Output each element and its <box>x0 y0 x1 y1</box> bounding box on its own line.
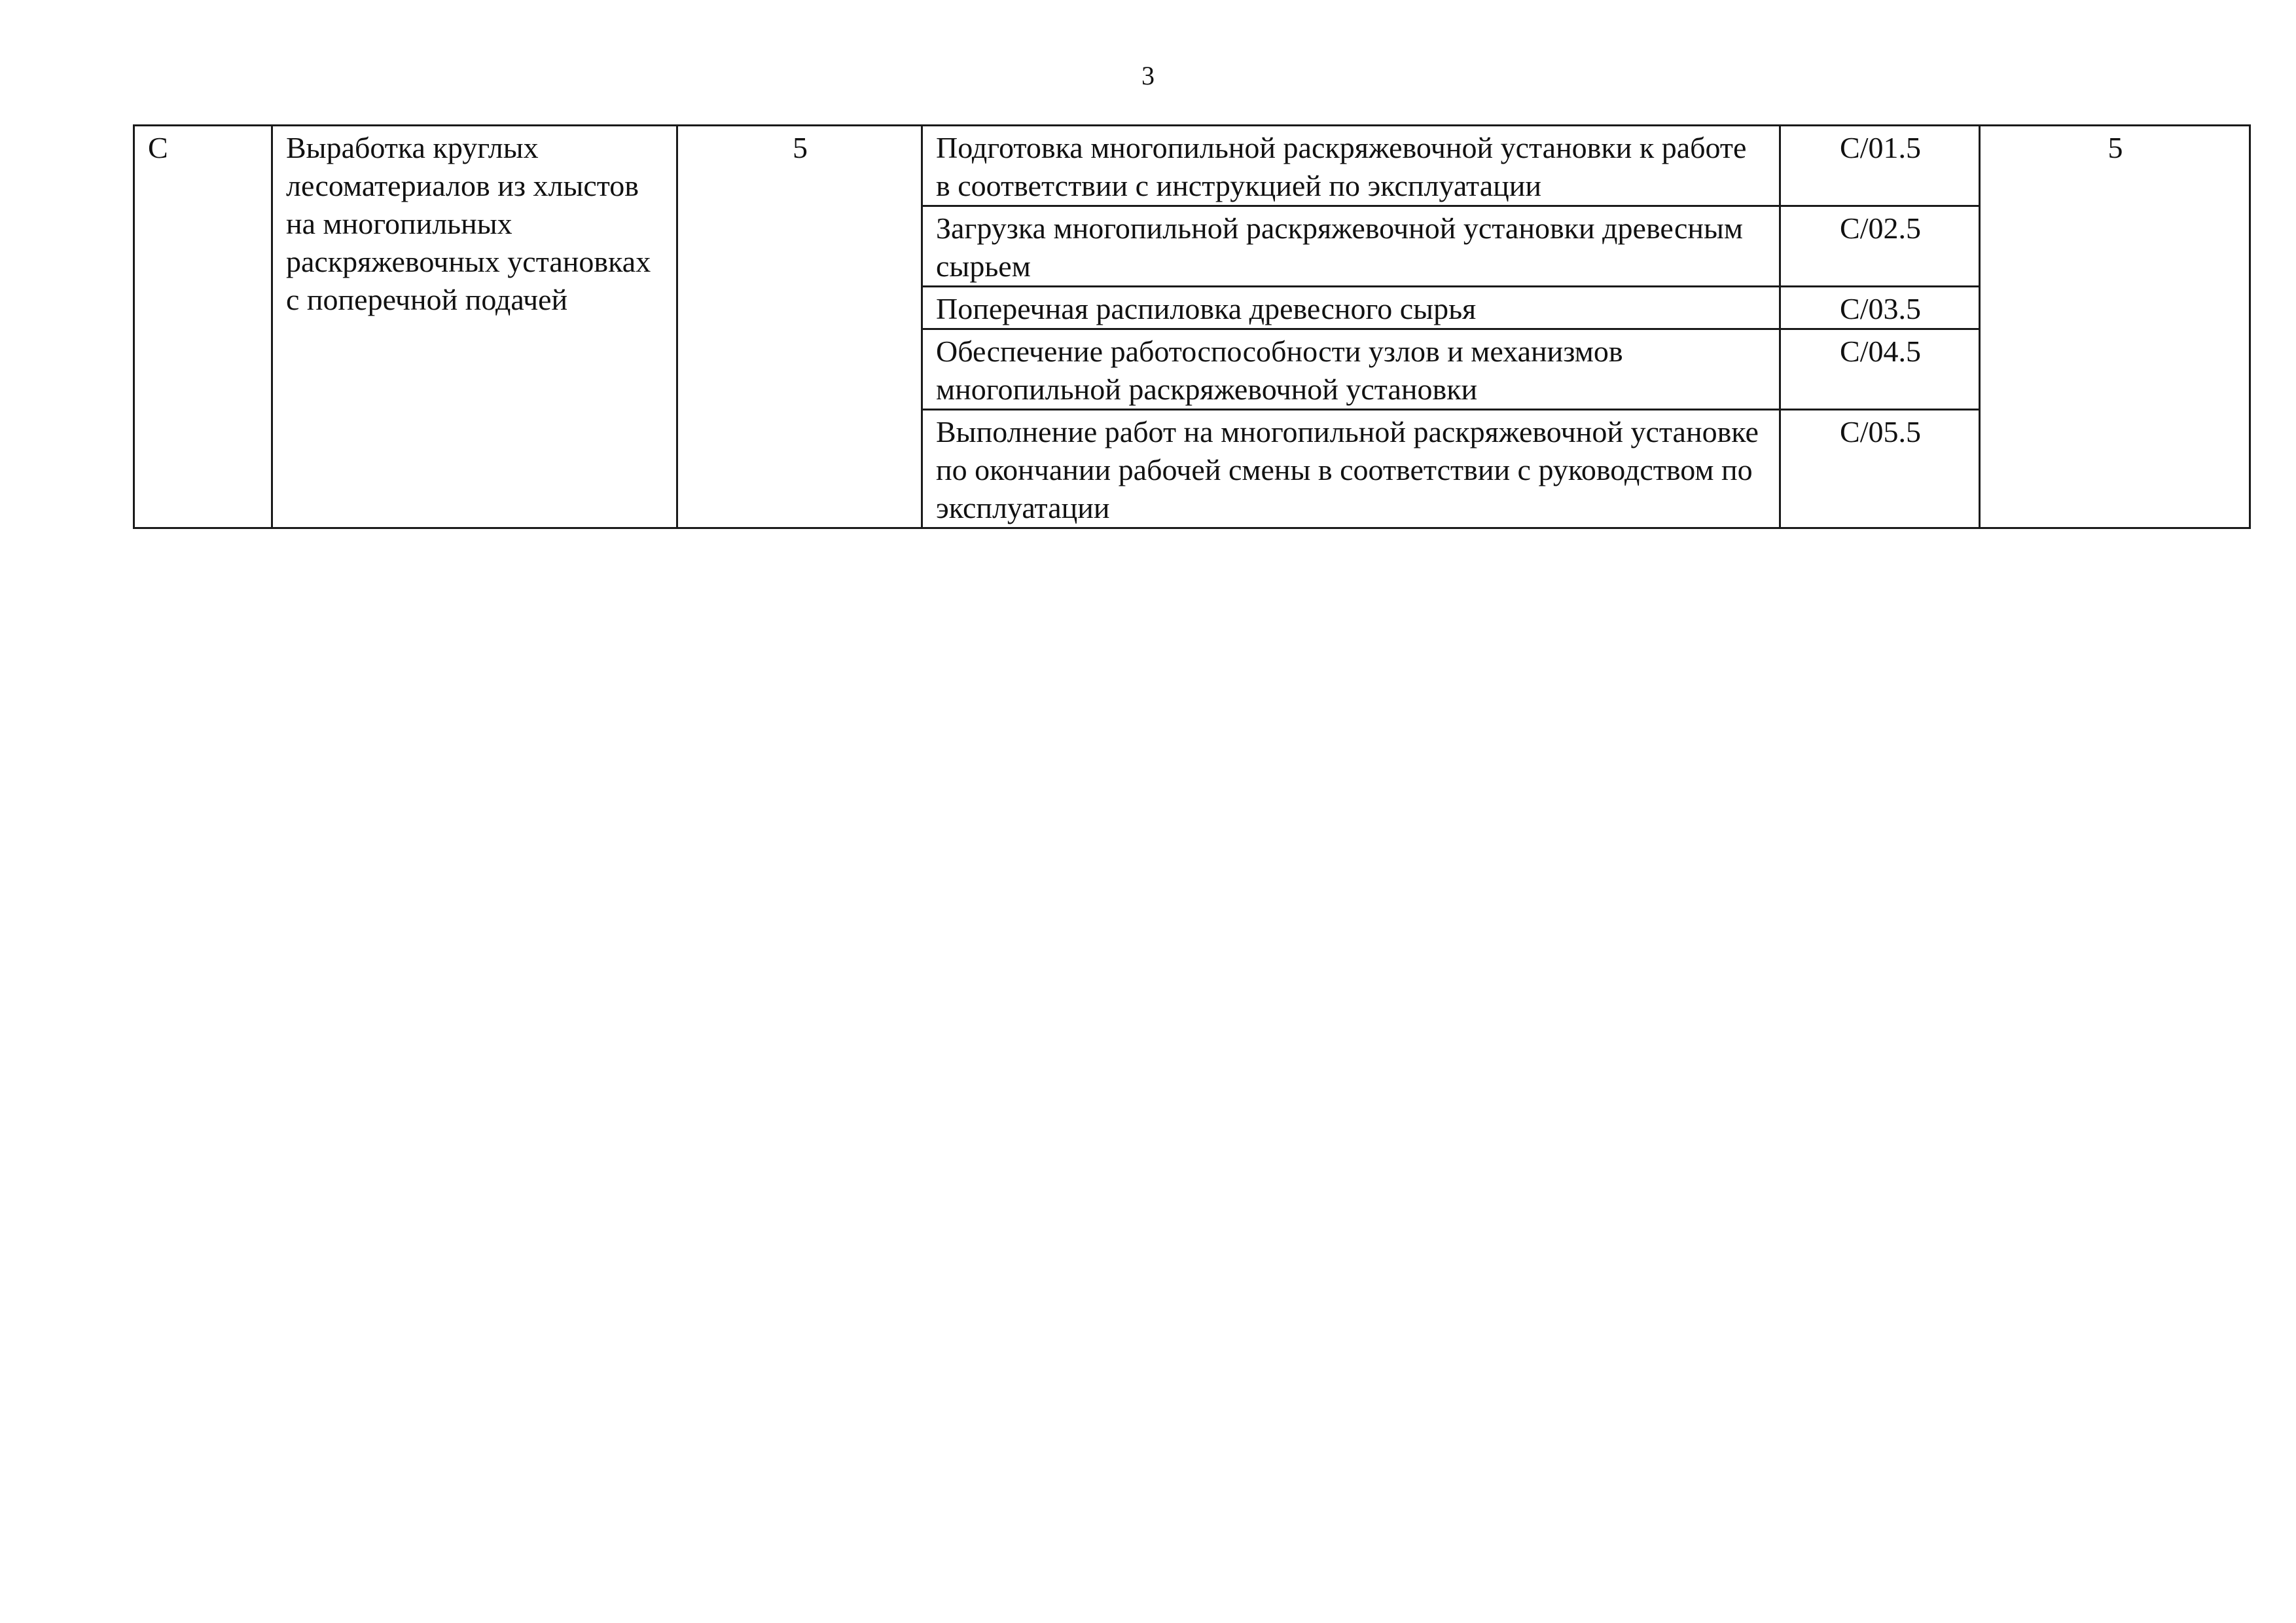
labor-function-name: Обеспечение работоспособности узлов и механизмов многопильной раскряжевочной установки <box>922 329 1780 410</box>
generalized-function-code: C <box>134 126 272 528</box>
qualification-sublevel: 5 <box>1980 126 2250 528</box>
table-row <box>134 126 2250 206</box>
labor-function-name: Подготовка многопильной раскряжевочной установки к работе в соответствии с инструкцией по эксплуатации <box>922 126 1780 206</box>
labor-function-name: Выполнение работ на многопильной раскряжевочной установке по окончании рабочей смены в соответствии с руководством по эксплуатации <box>922 410 1780 528</box>
generalized-function-name: Выработка круглых лесоматериалов из хлыстов на многопильных раскряжевочных установках с поперечной подачей <box>272 126 677 528</box>
labor-function-code: C/03.5 <box>1780 287 1980 329</box>
labor-function-name: Поперечная распиловка древесного сырья <box>922 287 1780 329</box>
labor-functions-table <box>133 124 2251 529</box>
labor-function-code: C/01.5 <box>1780 126 1980 206</box>
page-number: 3 <box>1141 61 1155 90</box>
labor-function-code: C/02.5 <box>1780 206 1980 287</box>
labor-function-code: C/04.5 <box>1780 329 1980 410</box>
labor-function-name: Загрузка многопильной раскряжевочной установки древесным сырьем <box>922 206 1780 287</box>
qualification-level: 5 <box>677 126 922 528</box>
labor-function-code: C/05.5 <box>1780 410 1980 528</box>
